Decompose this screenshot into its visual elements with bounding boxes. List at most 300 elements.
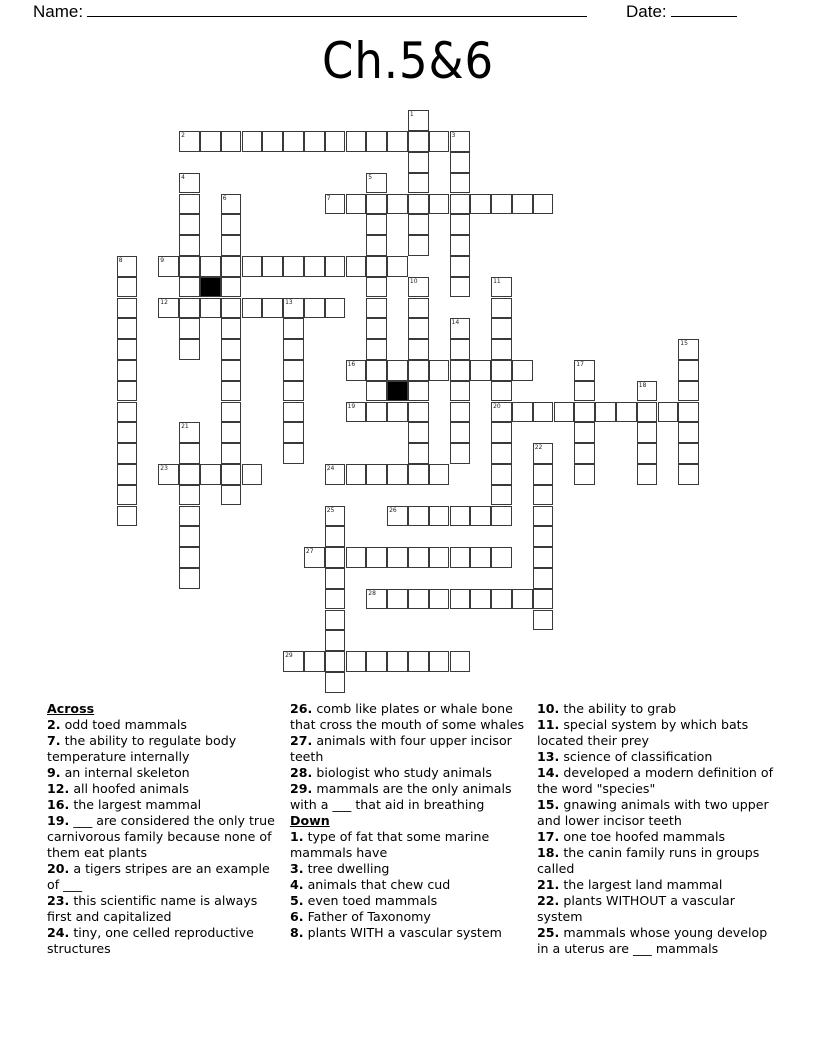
grid-cell[interactable]: [366, 318, 387, 339]
grid-cell[interactable]: [491, 360, 512, 381]
grid-cell[interactable]: [179, 214, 200, 235]
grid-cell[interactable]: [450, 131, 471, 152]
grid-cell[interactable]: [346, 547, 367, 568]
down-clue: 5. even toed mammals: [290, 893, 438, 908]
grid-cell[interactable]: [366, 277, 387, 298]
grid-cell[interactable]: [512, 360, 533, 381]
clue-number: 14: [537, 765, 555, 780]
grid-cell[interactable]: [179, 485, 200, 506]
down-clue: 13. science of classification: [537, 749, 713, 764]
grid-cell[interactable]: [450, 422, 471, 443]
grid-cell[interactable]: [346, 131, 367, 152]
clue-number: 1: [409, 111, 414, 119]
grid-cell[interactable]: [366, 547, 387, 568]
grid-cell[interactable]: [158, 298, 179, 319]
grid-cell[interactable]: [304, 256, 325, 277]
grid-cell[interactable]: [387, 506, 408, 527]
clue-number: 19: [47, 813, 65, 828]
grid-cell[interactable]: [325, 506, 346, 527]
grid-cell[interactable]: [283, 131, 304, 152]
across-clue: 16. the largest mammal: [47, 797, 202, 812]
clue-number: 6: [222, 194, 227, 202]
grid-cell[interactable]: [470, 589, 491, 610]
grid-cell[interactable]: [242, 298, 263, 319]
grid-cell[interactable]: [325, 256, 346, 277]
down-clue: 14. developed a modern definition of the word "species": [537, 765, 774, 796]
black-cell: [387, 381, 408, 402]
grid-cell[interactable]: [491, 443, 512, 464]
grid-cell[interactable]: [117, 298, 138, 319]
grid-cell[interactable]: [408, 277, 429, 298]
grid-cell[interactable]: [450, 506, 471, 527]
grid-cell[interactable]: [491, 464, 512, 485]
grid-cell[interactable]: [283, 318, 304, 339]
grid-cell[interactable]: [429, 131, 450, 152]
grid-cell[interactable]: [304, 547, 325, 568]
grid-cell[interactable]: [408, 506, 429, 527]
grid-cell[interactable]: [387, 402, 408, 423]
grid-cell[interactable]: [429, 651, 450, 672]
grid-cell[interactable]: [366, 256, 387, 277]
grid-cell[interactable]: [533, 464, 554, 485]
grid-cell[interactable]: [366, 131, 387, 152]
grid-cell[interactable]: [491, 485, 512, 506]
grid-cell[interactable]: [450, 235, 471, 256]
clue-number: 13: [285, 298, 293, 306]
grid-cell[interactable]: [429, 464, 450, 485]
grid-cell[interactable]: [637, 443, 658, 464]
clue-text: science of classification: [563, 749, 713, 764]
grid-cell[interactable]: [283, 651, 304, 672]
grid-cell[interactable]: [637, 422, 658, 443]
grid-cell[interactable]: [408, 651, 429, 672]
clue-number: 8: [118, 256, 123, 264]
grid-cell[interactable]: [408, 381, 429, 402]
grid-cell[interactable]: [304, 131, 325, 152]
grid-cell[interactable]: [221, 443, 242, 464]
across-clue: 27. animals with four upper incisor teeth: [290, 733, 512, 764]
grid-cell[interactable]: [325, 651, 346, 672]
down-clue: 3. tree dwelling: [290, 861, 390, 876]
grid-cell[interactable]: [533, 610, 554, 631]
grid-cell[interactable]: [200, 256, 221, 277]
grid-cell[interactable]: [678, 402, 699, 423]
grid-cell[interactable]: [262, 298, 283, 319]
clue-number: 29: [290, 781, 308, 796]
grid-cell[interactable]: [325, 589, 346, 610]
grid-cell[interactable]: [325, 610, 346, 631]
grid-cell[interactable]: [325, 298, 346, 319]
grid-cell[interactable]: [117, 402, 138, 423]
grid-cell[interactable]: [491, 381, 512, 402]
grid-cell[interactable]: [283, 443, 304, 464]
grid-cell[interactable]: [325, 568, 346, 589]
grid-cell[interactable]: [179, 443, 200, 464]
clue-text: an internal skeleton: [64, 765, 190, 780]
grid-cell[interactable]: [346, 402, 367, 423]
grid-cell[interactable]: [221, 214, 242, 235]
grid-cell[interactable]: [179, 568, 200, 589]
grid-cell[interactable]: [574, 381, 595, 402]
clue-text: odd toed mammals: [64, 717, 187, 732]
grid-cell[interactable]: [512, 402, 533, 423]
grid-cell[interactable]: [366, 381, 387, 402]
clue-number: 11: [537, 717, 555, 732]
grid-cell[interactable]: [200, 298, 221, 319]
grid-cell[interactable]: [117, 381, 138, 402]
grid-cell[interactable]: [262, 256, 283, 277]
grid-cell[interactable]: [678, 443, 699, 464]
grid-cell[interactable]: [574, 422, 595, 443]
grid-cell[interactable]: [179, 547, 200, 568]
clue-number: 1: [290, 829, 299, 844]
clue-text: gnawing animals with two upper and lower incisor teeth: [537, 797, 769, 828]
clue-number: 7: [47, 733, 56, 748]
grid-cell[interactable]: [429, 506, 450, 527]
grid-cell[interactable]: [678, 422, 699, 443]
grid-cell[interactable]: [533, 547, 554, 568]
grid-cell[interactable]: [366, 214, 387, 235]
grid-cell[interactable]: [491, 298, 512, 319]
grid-cell[interactable]: [470, 547, 491, 568]
grid-cell[interactable]: [325, 630, 346, 651]
grid-cell[interactable]: [554, 402, 575, 423]
grid-cell[interactable]: [179, 339, 200, 360]
grid-cell[interactable]: [242, 131, 263, 152]
grid-cell[interactable]: [283, 402, 304, 423]
clue-number: 4: [181, 173, 185, 181]
grid-cell[interactable]: [200, 464, 221, 485]
grid-cell[interactable]: [408, 547, 429, 568]
grid-cell[interactable]: [304, 651, 325, 672]
grid-cell[interactable]: [117, 464, 138, 485]
grid-cell[interactable]: [179, 131, 200, 152]
grid-cell[interactable]: [283, 381, 304, 402]
grid-cell[interactable]: [408, 131, 429, 152]
grid-cell[interactable]: [346, 464, 367, 485]
grid-cell[interactable]: [533, 485, 554, 506]
grid-cell[interactable]: [346, 194, 367, 215]
grid-cell[interactable]: [221, 381, 242, 402]
grid-cell[interactable]: [450, 381, 471, 402]
grid-cell[interactable]: [491, 506, 512, 527]
grid-cell[interactable]: [450, 318, 471, 339]
clue-text: biologist who study animals: [316, 765, 492, 780]
grid-cell[interactable]: [533, 589, 554, 610]
grid-cell[interactable]: [366, 235, 387, 256]
grid-cell[interactable]: [491, 318, 512, 339]
grid-cell[interactable]: [283, 360, 304, 381]
clue-text: a tigers stripes are an example of ___: [47, 861, 270, 892]
grid-cell[interactable]: [221, 194, 242, 215]
grid-cell[interactable]: [117, 506, 138, 527]
grid-cell[interactable]: [533, 526, 554, 547]
grid-cell[interactable]: [325, 526, 346, 547]
across-clue: 2. odd toed mammals: [47, 717, 187, 732]
grid-cell[interactable]: [408, 402, 429, 423]
grid-cell[interactable]: [325, 131, 346, 152]
grid-cell[interactable]: [117, 360, 138, 381]
clue-text: plants WITH a vascular system: [307, 925, 502, 940]
grid-cell[interactable]: [429, 547, 450, 568]
grid-cell[interactable]: [366, 464, 387, 485]
grid-cell[interactable]: [491, 277, 512, 298]
grid-cell[interactable]: [179, 277, 200, 298]
grid-cell[interactable]: [533, 506, 554, 527]
clue-number: 26: [389, 506, 397, 514]
grid-cell[interactable]: [242, 256, 263, 277]
grid-cell[interactable]: [387, 194, 408, 215]
grid-cell[interactable]: [450, 547, 471, 568]
grid-cell[interactable]: [387, 547, 408, 568]
grid-cell[interactable]: [179, 298, 200, 319]
grid-cell[interactable]: [366, 589, 387, 610]
grid-cell[interactable]: [221, 277, 242, 298]
grid-cell[interactable]: [346, 360, 367, 381]
clue-text: animals with four upper incisor teeth: [290, 733, 512, 764]
grid-cell[interactable]: [221, 256, 242, 277]
clue-number: 22: [537, 893, 555, 908]
grid-cell[interactable]: [533, 568, 554, 589]
grid-cell[interactable]: [491, 422, 512, 443]
clue-number: 14: [451, 319, 460, 327]
grid-cell[interactable]: [221, 339, 242, 360]
grid-cell[interactable]: [179, 256, 200, 277]
grid-cell[interactable]: [366, 298, 387, 319]
grid-cell[interactable]: [221, 360, 242, 381]
clue-number: 28: [368, 589, 376, 597]
clue-number: 17: [576, 360, 584, 368]
grid-cell[interactable]: [408, 235, 429, 256]
grid-cell[interactable]: [366, 339, 387, 360]
down-clue: 10. the ability to grab: [537, 701, 677, 716]
grid-cell[interactable]: [179, 194, 200, 215]
grid-cell[interactable]: [637, 381, 658, 402]
grid-cell[interactable]: [470, 194, 491, 215]
grid-cell[interactable]: [408, 214, 429, 235]
grid-cell[interactable]: [637, 402, 658, 423]
grid-cell[interactable]: [450, 651, 471, 672]
grid-cell[interactable]: [429, 589, 450, 610]
grid-cell[interactable]: [221, 464, 242, 485]
grid-cell[interactable]: [408, 298, 429, 319]
grid-cell[interactable]: [242, 464, 263, 485]
across-clue: 24. tiny, one celled reproductive structures: [47, 925, 254, 956]
grid-cell[interactable]: [450, 214, 471, 235]
grid-cell[interactable]: [262, 131, 283, 152]
clue-text: Father of Taxonomy: [307, 909, 431, 924]
grid-cell[interactable]: [179, 235, 200, 256]
grid-cell[interactable]: [491, 589, 512, 610]
grid-cell[interactable]: [408, 464, 429, 485]
grid-cell[interactable]: [117, 339, 138, 360]
grid-cell[interactable]: [221, 131, 242, 152]
clue-number: 21: [181, 423, 189, 431]
clue-number: 4: [290, 877, 299, 892]
grid-cell[interactable]: [408, 152, 429, 173]
across-clue: 7. the ability to regulate body temperature internally: [47, 733, 237, 764]
across-clue: 19. ___ are considered the only true carnivorous family because none of them eat plants: [47, 813, 275, 860]
grid-cell[interactable]: [533, 194, 554, 215]
grid-cell[interactable]: [491, 547, 512, 568]
down-clue: 11. special system by which bats located their prey: [537, 717, 749, 748]
grid-cell[interactable]: [678, 360, 699, 381]
clue-number: 25: [537, 925, 555, 940]
grid-cell[interactable]: [450, 360, 471, 381]
grid-cell[interactable]: [450, 589, 471, 610]
clue-text: the ability to grab: [563, 701, 677, 716]
grid-cell[interactable]: [179, 506, 200, 527]
clue-number: 25: [326, 506, 335, 514]
grid-cell[interactable]: [366, 402, 387, 423]
down-heading: Down: [290, 813, 330, 828]
grid-cell[interactable]: [346, 256, 367, 277]
grid-cell[interactable]: [221, 485, 242, 506]
grid-cell[interactable]: [408, 173, 429, 194]
grid-cell[interactable]: [221, 402, 242, 423]
clue-number: 10: [537, 701, 555, 716]
grid-cell[interactable]: [491, 339, 512, 360]
grid-cell[interactable]: [408, 360, 429, 381]
grid-cell[interactable]: [117, 277, 138, 298]
grid-cell[interactable]: [366, 173, 387, 194]
grid-cell[interactable]: [678, 339, 699, 360]
grid-cell[interactable]: [304, 298, 325, 319]
grid-cell[interactable]: [470, 506, 491, 527]
grid-cell[interactable]: [387, 464, 408, 485]
grid-cell[interactable]: [470, 360, 491, 381]
grid-cell[interactable]: [179, 464, 200, 485]
grid-cell[interactable]: [574, 443, 595, 464]
black-cell: [200, 277, 221, 298]
clue-text: mammals are the only animals with a ___ that aid in breathing: [290, 781, 512, 812]
clue-number: 21: [537, 877, 555, 892]
grid-cell[interactable]: [387, 360, 408, 381]
grid-cell[interactable]: [408, 443, 429, 464]
grid-cell[interactable]: [117, 318, 138, 339]
grid-cell[interactable]: [408, 110, 429, 131]
grid-cell[interactable]: [408, 194, 429, 215]
grid-cell[interactable]: [179, 173, 200, 194]
clue-number: 7: [326, 194, 331, 202]
grid-cell[interactable]: [387, 131, 408, 152]
grid-cell[interactable]: [533, 402, 554, 423]
clue-number: 20: [47, 861, 65, 876]
grid-cell[interactable]: [450, 402, 471, 423]
down-clue: 15. gnawing animals with two upper and lower incisor teeth: [537, 797, 769, 828]
clue-number: 26: [290, 701, 308, 716]
grid-cell[interactable]: [366, 360, 387, 381]
clue-text: the largest land mammal: [563, 877, 723, 892]
grid-cell[interactable]: [595, 402, 616, 423]
down-clue: 8. plants WITH a vascular system: [290, 925, 502, 940]
grid-cell[interactable]: [450, 152, 471, 173]
grid-cell[interactable]: [366, 194, 387, 215]
grid-cell[interactable]: [450, 443, 471, 464]
grid-cell[interactable]: [450, 339, 471, 360]
grid-cell[interactable]: [450, 256, 471, 277]
grid-cell[interactable]: [283, 339, 304, 360]
grid-cell[interactable]: [325, 547, 346, 568]
grid-cell[interactable]: [574, 402, 595, 423]
clue-number: 12: [160, 298, 168, 306]
grid-cell[interactable]: [283, 422, 304, 443]
grid-cell[interactable]: [637, 464, 658, 485]
grid-cell[interactable]: [574, 464, 595, 485]
grid-cell[interactable]: [221, 298, 242, 319]
grid-cell[interactable]: [179, 318, 200, 339]
clue-number: 28: [290, 765, 308, 780]
grid-cell[interactable]: [325, 194, 346, 215]
grid-cell[interactable]: [491, 194, 512, 215]
clue-text: animals that chew cud: [307, 877, 451, 892]
grid-cell[interactable]: [325, 672, 346, 693]
grid-cell[interactable]: [387, 589, 408, 610]
page-title: Ch.5&6: [321, 32, 494, 90]
grid-cell[interactable]: [574, 360, 595, 381]
grid-cell[interactable]: [450, 194, 471, 215]
grid-cell[interactable]: [512, 194, 533, 215]
grid-cell[interactable]: [221, 422, 242, 443]
clue-number: 15: [680, 340, 688, 348]
grid-cell[interactable]: [408, 339, 429, 360]
grid-cell[interactable]: [158, 464, 179, 485]
down-clue: 22. plants WITHOUT a vascular system: [537, 893, 735, 924]
grid-cell[interactable]: [408, 422, 429, 443]
clue-number: 17: [537, 829, 555, 844]
grid-cell[interactable]: [325, 464, 346, 485]
clue-number: 18: [537, 845, 555, 860]
grid-cell[interactable]: [658, 402, 679, 423]
grid-cell[interactable]: [117, 256, 138, 277]
grid-cell[interactable]: [366, 651, 387, 672]
grid-cell[interactable]: [616, 402, 637, 423]
grid-cell[interactable]: [512, 589, 533, 610]
grid-cell[interactable]: [450, 277, 471, 298]
grid-cell[interactable]: [158, 256, 179, 277]
clues-column-2: [290, 701, 528, 941]
grid-cell[interactable]: [678, 381, 699, 402]
across-clue: 29. mammals are the only animals with a ___ that aid in breathing: [290, 781, 512, 812]
grid-cell[interactable]: [117, 485, 138, 506]
grid-cell[interactable]: [200, 131, 221, 152]
clue-text: the canin family runs in groups called: [537, 845, 760, 876]
down-clue: 18. the canin family runs in groups called: [537, 845, 760, 876]
grid-cell[interactable]: [387, 651, 408, 672]
grid-cell[interactable]: [117, 443, 138, 464]
grid-cell[interactable]: [408, 318, 429, 339]
grid-cell[interactable]: [179, 526, 200, 547]
grid-cell[interactable]: [429, 194, 450, 215]
grid-cell[interactable]: [533, 443, 554, 464]
grid-cell[interactable]: [346, 651, 367, 672]
grid-cell[interactable]: [221, 318, 242, 339]
clue-text: comb like plates or whale bone that cross the mouth of some whales: [290, 701, 525, 732]
grid-cell[interactable]: [491, 402, 512, 423]
grid-cell[interactable]: [429, 360, 450, 381]
clue-text: one toe hoofed mammals: [563, 829, 726, 844]
grid-cell[interactable]: [450, 173, 471, 194]
grid-cell[interactable]: [179, 422, 200, 443]
grid-cell[interactable]: [221, 235, 242, 256]
grid-cell[interactable]: [408, 589, 429, 610]
grid-cell[interactable]: [283, 256, 304, 277]
grid-cell[interactable]: [678, 464, 699, 485]
grid-cell[interactable]: [387, 256, 408, 277]
down-clue: 4. animals that chew cud: [290, 877, 451, 892]
grid-cell[interactable]: [117, 422, 138, 443]
grid-cell[interactable]: [283, 298, 304, 319]
